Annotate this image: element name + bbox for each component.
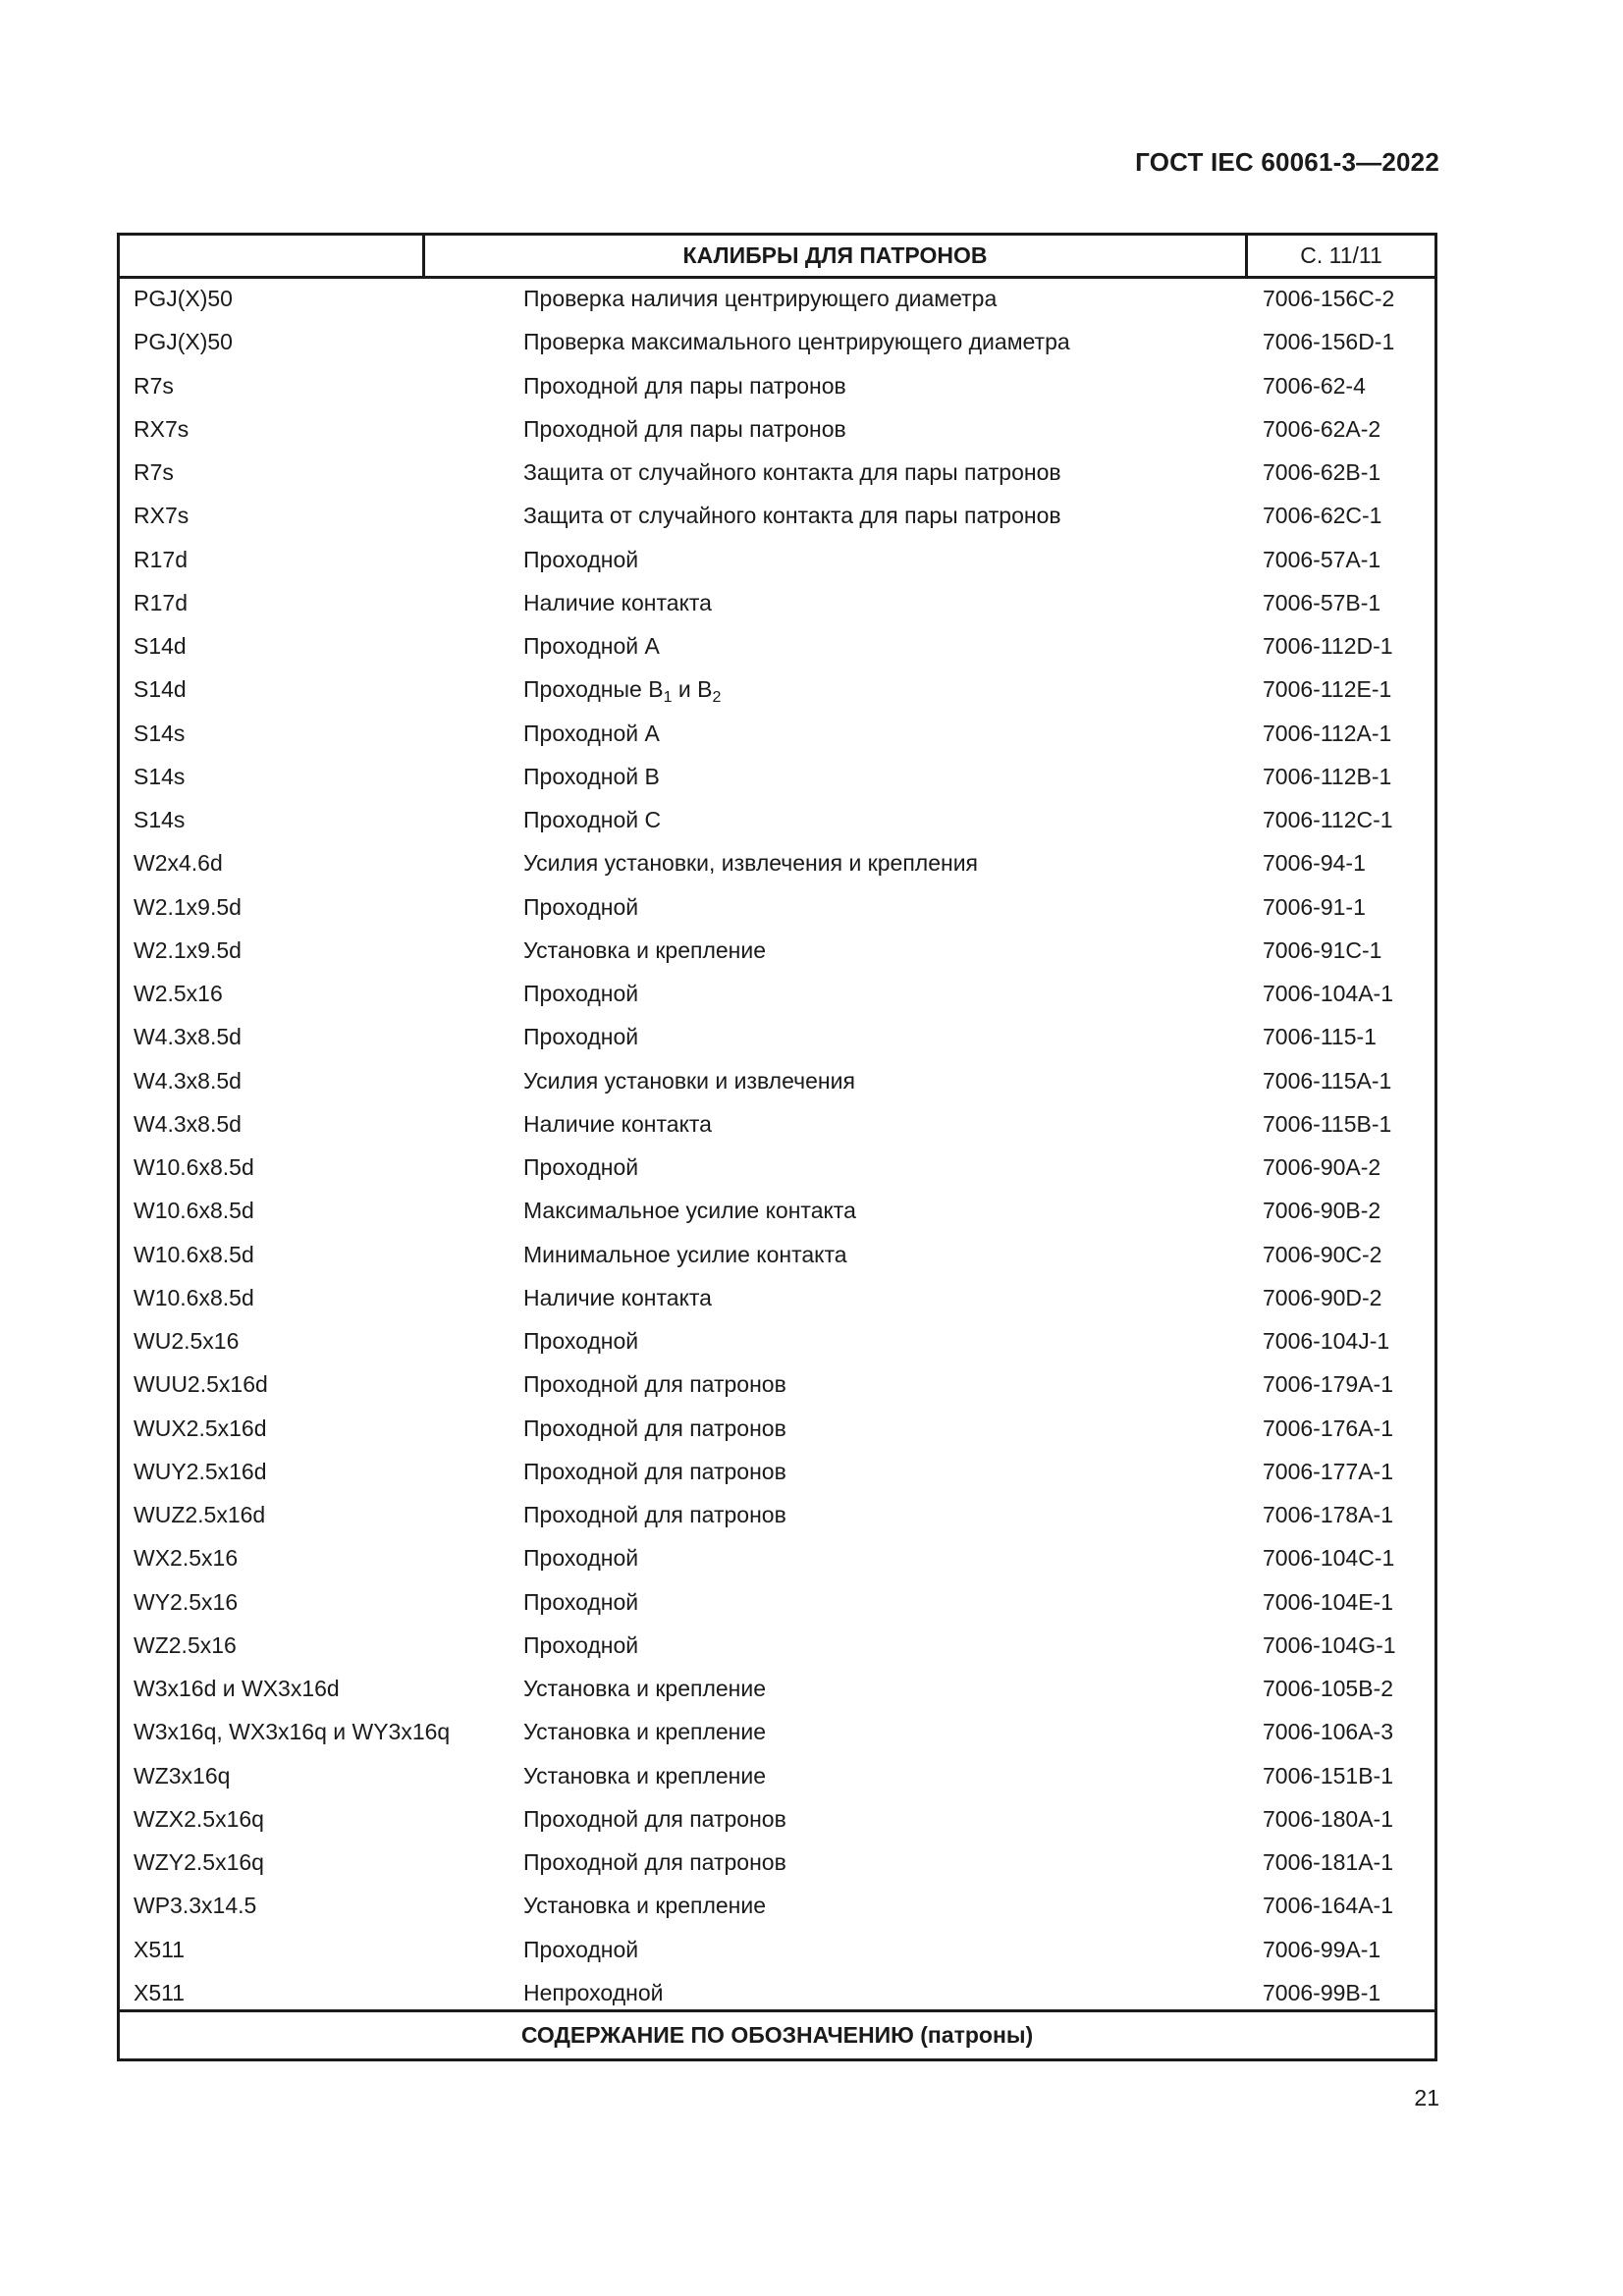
table-row bbox=[120, 409, 1434, 453]
table-row bbox=[120, 322, 1434, 365]
cap-type-cell: WZ3x16q bbox=[134, 1762, 231, 1789]
gauge-name-cell: Проходной bbox=[523, 893, 639, 920]
cap-type-cell: WU2.5x16 bbox=[134, 1328, 240, 1354]
gauge-name-cell: Проходной для патронов bbox=[523, 1371, 786, 1398]
gauge-name-cell: Проходной для патронов bbox=[523, 1415, 786, 1441]
table-row bbox=[120, 800, 1434, 843]
table-row bbox=[120, 279, 1434, 322]
sheet-code-cell: 7006-94-1 bbox=[1263, 850, 1366, 877]
table-row bbox=[120, 757, 1434, 800]
sheet-code-cell: 7006-99A-1 bbox=[1263, 1936, 1381, 1962]
gauge-name-cell: Проходной для патронов bbox=[523, 1502, 786, 1527]
gauge-name-cell: Проходной bbox=[523, 1024, 639, 1050]
table-row bbox=[120, 1799, 1434, 1842]
gauge-name-cell: Непроходной bbox=[523, 1979, 664, 2005]
cap-type-cell: W3x16d и WX3x16d bbox=[134, 1676, 340, 1701]
table-row bbox=[120, 1842, 1434, 1886]
gauge-name-cell: Усилия установки, извлечения и крепления bbox=[523, 850, 978, 877]
table-row bbox=[120, 1321, 1434, 1364]
cap-type-cell: R7s bbox=[134, 372, 174, 399]
cap-type-cell: WY2.5x16 bbox=[134, 1588, 239, 1615]
gauge-name-cell: Проходной bbox=[523, 1154, 639, 1180]
sheet-code-cell: 7006-99B-1 bbox=[1263, 1979, 1381, 2005]
table-row bbox=[120, 1756, 1434, 1799]
sheet-code-cell: 7006-115A-1 bbox=[1263, 1067, 1392, 1094]
cap-type-cell: PGJ(X)50 bbox=[134, 329, 233, 355]
table-row bbox=[120, 583, 1434, 626]
sheet-code-cell: 7006-115B-1 bbox=[1263, 1110, 1392, 1137]
sheet-code-cell: 7006-104J-1 bbox=[1263, 1328, 1390, 1354]
cap-type-cell: RX7s bbox=[134, 503, 189, 529]
cap-type-cell: WZ2.5x16 bbox=[134, 1631, 237, 1658]
cap-type-cell: WP3.3x14.5 bbox=[134, 1893, 257, 1919]
sheet-code-cell: 7006-115-1 bbox=[1263, 1024, 1377, 1050]
gauge-name-cell: Проверка наличия центрирующего диаметра bbox=[523, 286, 998, 311]
table-row bbox=[120, 1364, 1434, 1408]
gauge-name-cell: Проходной А bbox=[523, 633, 660, 659]
sheet-code-cell: 7006-57A-1 bbox=[1263, 546, 1381, 572]
table-footer: СОДЕРЖАНИЕ ПО ОБОЗНАЧЕНИЮ (патроны) bbox=[120, 2009, 1434, 2058]
table-row bbox=[120, 626, 1434, 669]
gauge-name-cell: Максимальное усилие контакта bbox=[523, 1198, 856, 1224]
table-row bbox=[120, 1626, 1434, 1669]
table-row bbox=[120, 540, 1434, 583]
sheet-code-cell: 7006-112D-1 bbox=[1263, 633, 1393, 659]
cap-type-cell: WZY2.5x16q bbox=[134, 1849, 264, 1875]
gauge-name-cell: Установка и крепление bbox=[523, 1762, 766, 1789]
gauge-name-cell: Проходной для пары патронов bbox=[523, 415, 846, 442]
subscript: 2 bbox=[712, 689, 722, 707]
table-row bbox=[120, 1495, 1434, 1538]
gauge-name-cell: Проходной bbox=[523, 1936, 639, 1962]
gauge-name-cell: Проходной bbox=[523, 546, 639, 572]
cap-type-cell: W10.6x8.5d bbox=[134, 1284, 254, 1310]
table-header-blank-cell bbox=[120, 236, 425, 276]
table-row bbox=[120, 843, 1434, 886]
standard-designation: ГОСТ IEC 60061-3—2022 bbox=[1135, 147, 1439, 177]
gauge-name-cell: Проходной для пары патронов bbox=[523, 372, 846, 399]
cap-type-cell: W10.6x8.5d bbox=[134, 1241, 254, 1267]
table-row bbox=[120, 496, 1434, 539]
sheet-code-cell: 7006-105B-2 bbox=[1263, 1676, 1393, 1701]
table-row bbox=[120, 1538, 1434, 1581]
gauge-name-cell: Проверка максимального центрирующего диаметра bbox=[523, 329, 1070, 355]
cap-type-cell: R17d bbox=[134, 546, 188, 572]
gauge-table bbox=[117, 233, 1437, 2061]
cap-type-cell: S14s bbox=[134, 720, 186, 746]
cap-type-cell: S14d bbox=[134, 676, 187, 703]
cap-type-cell: W4.3x8.5d bbox=[134, 1110, 242, 1137]
page-number: 21 bbox=[1414, 2085, 1439, 2110]
gauge-name-cell: Установка и крепление bbox=[523, 1719, 766, 1745]
gauge-name-cell: Установка и крепление bbox=[523, 1676, 766, 1701]
sheet-code-cell: 7006-62C-1 bbox=[1263, 503, 1382, 529]
cap-type-cell: RX7s bbox=[134, 415, 189, 442]
gauge-name-part: и В bbox=[672, 676, 713, 703]
sheet-code-cell: 7006-62A-2 bbox=[1263, 415, 1381, 442]
gauge-name-cell: Проходной bbox=[523, 981, 639, 1006]
gauge-name-part: Проходные В bbox=[523, 676, 664, 703]
subscript: 1 bbox=[663, 689, 673, 707]
cap-type-cell: R17d bbox=[134, 589, 188, 615]
table-row bbox=[120, 1148, 1434, 1191]
sheet-code-cell: 7006-91-1 bbox=[1263, 893, 1366, 920]
table-row bbox=[120, 366, 1434, 409]
table-body bbox=[120, 279, 1434, 2016]
sheet-code-cell: 7006-176A-1 bbox=[1263, 1415, 1393, 1441]
sheet-code-cell: 7006-104A-1 bbox=[1263, 981, 1393, 1006]
gauge-name-cell: Защита от случайного контакта для пары патронов bbox=[523, 459, 1061, 485]
sheet-code-cell: 7006-156D-1 bbox=[1263, 329, 1395, 355]
gauge-name-cell: Наличие контакта bbox=[523, 1284, 712, 1310]
gauge-name-cell: Проходной А bbox=[523, 720, 660, 746]
gauge-name-cell: Проходной С bbox=[523, 807, 662, 832]
cap-type-cell: S14d bbox=[134, 633, 187, 659]
cap-type-cell: W2.5x16 bbox=[134, 981, 223, 1006]
sheet-code-cell: 7006-181A-1 bbox=[1263, 1849, 1393, 1875]
table-row bbox=[120, 1452, 1434, 1495]
cap-type-cell: W2x4.6d bbox=[134, 850, 223, 877]
sheet-code-cell: 7006-90B-2 bbox=[1263, 1198, 1381, 1224]
cap-type-cell: W4.3x8.5d bbox=[134, 1067, 242, 1094]
sheet-code-cell: 7006-62-4 bbox=[1263, 372, 1366, 399]
sheet-number: С. 11/11 bbox=[1300, 242, 1382, 268]
table-row bbox=[120, 1930, 1434, 1973]
gauge-name-cell: Установка и крепление bbox=[523, 936, 766, 963]
gauge-name-cell: Наличие контакта bbox=[523, 589, 712, 615]
gauge-name-cell: Проходной bbox=[523, 1588, 639, 1615]
table-row bbox=[120, 1886, 1434, 1929]
cap-type-cell: WUZ2.5x16d bbox=[134, 1502, 266, 1527]
sheet-code-cell: 7006-90D-2 bbox=[1263, 1284, 1382, 1310]
gauge-name-cell: Установка и крепление bbox=[523, 1893, 766, 1919]
table-row bbox=[120, 1191, 1434, 1234]
sheet-code-cell: 7006-164A-1 bbox=[1263, 1893, 1393, 1919]
cap-type-cell: W4.3x8.5d bbox=[134, 1024, 242, 1050]
sheet-code-cell: 7006-156C-2 bbox=[1263, 286, 1395, 311]
gauge-name-cell: Проходной bbox=[523, 1545, 639, 1572]
table-title: КАЛИБРЫ ДЛЯ ПАТРОНОВ bbox=[425, 236, 1248, 276]
sheet-code-cell: 7006-112E-1 bbox=[1263, 676, 1392, 703]
sheet-code-cell: 7006-112B-1 bbox=[1263, 763, 1392, 789]
gauge-name-cell: Проходной для патронов bbox=[523, 1805, 786, 1832]
cap-type-cell: W2.1x9.5d bbox=[134, 936, 242, 963]
table-row bbox=[120, 931, 1434, 974]
sheet-code-cell: 7006-62B-1 bbox=[1263, 459, 1381, 485]
sheet-code-cell: 7006-179A-1 bbox=[1263, 1371, 1393, 1398]
gauge-name-cell: Проходной для патронов bbox=[523, 1849, 786, 1875]
table-row bbox=[120, 1582, 1434, 1626]
table-row bbox=[120, 1235, 1434, 1278]
sheet-code-cell: 7006-112A-1 bbox=[1263, 720, 1392, 746]
table-row bbox=[120, 887, 1434, 931]
sheet-code-cell: 7006-178A-1 bbox=[1263, 1502, 1393, 1527]
cap-type-cell: WX2.5x16 bbox=[134, 1545, 239, 1572]
sheet-code-cell: 7006-104G-1 bbox=[1263, 1631, 1396, 1658]
gauge-name-cell: Минимальное усилие контакта bbox=[523, 1241, 847, 1267]
cap-type-cell: S14s bbox=[134, 763, 186, 789]
cap-type-cell: WUU2.5x16d bbox=[134, 1371, 268, 1398]
table-row bbox=[120, 1104, 1434, 1148]
table-row bbox=[120, 1061, 1434, 1104]
cap-type-cell: W10.6x8.5d bbox=[134, 1198, 254, 1224]
sheet-code-cell: 7006-104E-1 bbox=[1263, 1588, 1393, 1615]
gauge-name-cell bbox=[523, 669, 721, 718]
cap-type-cell: WZX2.5x16q bbox=[134, 1805, 264, 1832]
gauge-name-cell: Наличие контакта bbox=[523, 1110, 712, 1137]
cap-type-cell: W3x16q, WX3x16q и WY3x16q bbox=[134, 1719, 451, 1745]
sheet-code-cell: 7006-57B-1 bbox=[1263, 589, 1381, 615]
cap-type-cell: W10.6x8.5d bbox=[134, 1154, 254, 1180]
cap-type-cell: W2.1x9.5d bbox=[134, 893, 242, 920]
table-row bbox=[120, 1278, 1434, 1321]
cap-type-cell: WUX2.5x16d bbox=[134, 1415, 267, 1441]
cap-type-cell: X511 bbox=[134, 1979, 186, 2005]
gauge-name-cell: Проходной bbox=[523, 1328, 639, 1354]
sheet-code-cell: 7006-91C-1 bbox=[1263, 936, 1382, 963]
cap-type-cell: X511 bbox=[134, 1936, 186, 1962]
table-row bbox=[120, 453, 1434, 496]
table-row bbox=[120, 669, 1434, 713]
sheet-code-cell: 7006-177A-1 bbox=[1263, 1458, 1393, 1484]
cap-type-cell: PGJ(X)50 bbox=[134, 286, 233, 311]
cap-type-cell: WUY2.5x16d bbox=[134, 1458, 267, 1484]
table-row bbox=[120, 1017, 1434, 1060]
sheet-code-cell: 7006-90A-2 bbox=[1263, 1154, 1381, 1180]
table-row bbox=[120, 974, 1434, 1017]
gauge-name-cell: Проходной В bbox=[523, 763, 660, 789]
sheet-code-cell: 7006-180A-1 bbox=[1263, 1805, 1393, 1832]
table-row bbox=[120, 714, 1434, 757]
sheet-code-cell: 7006-151B-1 bbox=[1263, 1762, 1393, 1789]
gauge-name-cell: Проходной для патронов bbox=[523, 1458, 786, 1484]
sheet-code-cell: 7006-106A-3 bbox=[1263, 1719, 1393, 1745]
sheet-code-cell: 7006-112C-1 bbox=[1263, 807, 1393, 832]
gauge-name-cell: Защита от случайного контакта для пары патронов bbox=[523, 503, 1061, 529]
table-row bbox=[120, 1669, 1434, 1712]
table-row bbox=[120, 1712, 1434, 1755]
table-row bbox=[120, 1409, 1434, 1452]
sheet-code-cell: 7006-90C-2 bbox=[1263, 1241, 1382, 1267]
sheet-code-cell: 7006-104C-1 bbox=[1263, 1545, 1395, 1572]
cap-type-cell: S14s bbox=[134, 807, 186, 832]
cap-type-cell: R7s bbox=[134, 459, 174, 485]
gauge-name-cell: Проходной bbox=[523, 1631, 639, 1658]
table-header-row bbox=[120, 236, 1434, 279]
gauge-name-cell: Усилия установки и извлечения bbox=[523, 1067, 855, 1094]
